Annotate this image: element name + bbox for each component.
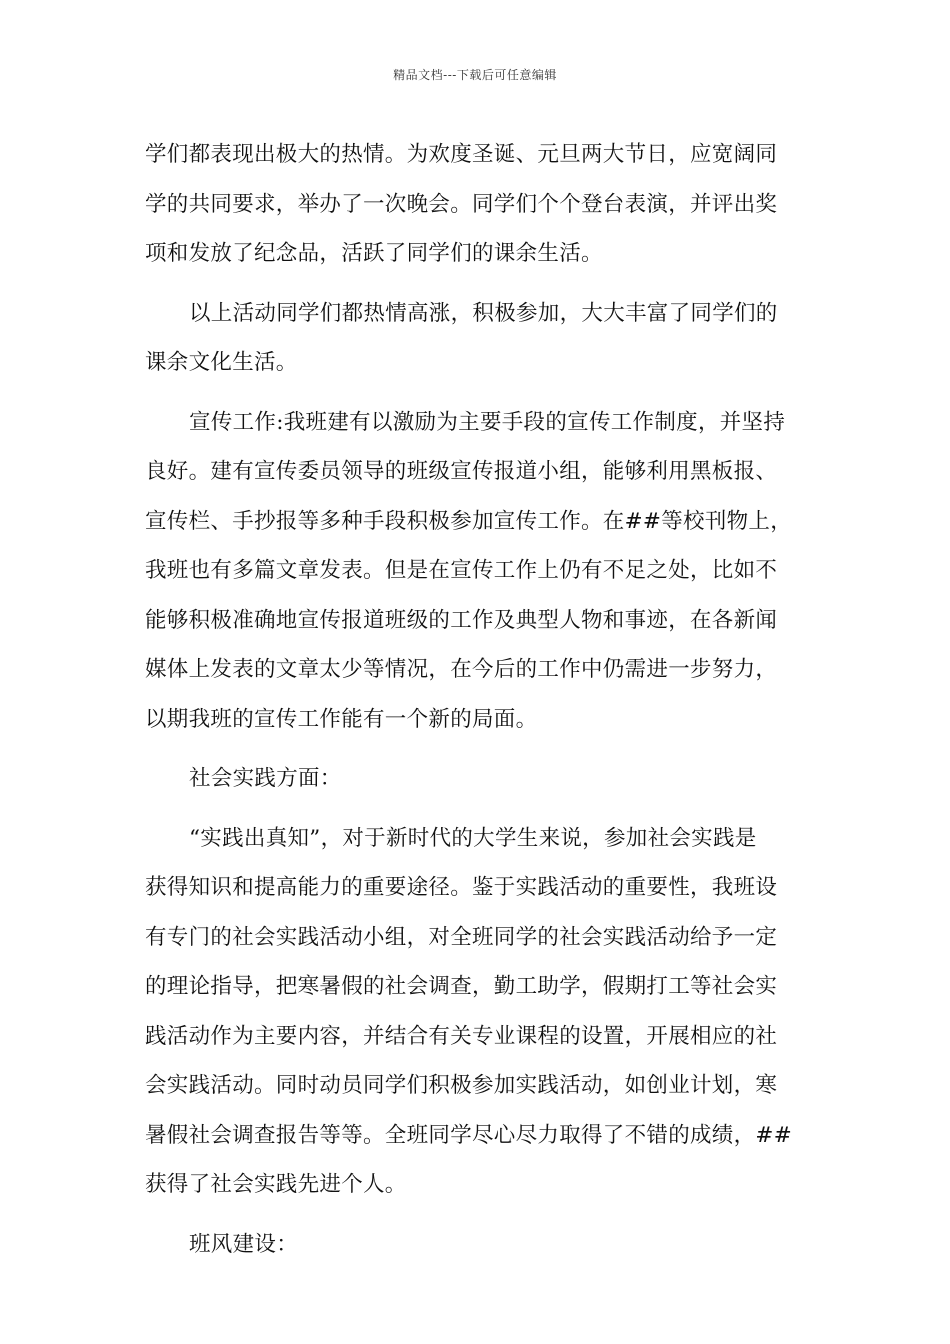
text-line: 能够积极准确地宣传报道班级的工作及典型人物和事迹，在各新闻: [145, 607, 778, 633]
text-line: 有专门的社会实践活动小组，对全班同学的社会实践活动给予一定: [145, 924, 778, 950]
text-line: 以期我班的宣传工作能有一个新的局面。: [145, 706, 538, 732]
paragraph-activities-summary: [145, 289, 810, 388]
paragraph-social-practice: [145, 814, 810, 1210]
text-line: 的理论指导，把寒暑假的社会调查，勤工助学，假期打工等社会实: [145, 974, 778, 999]
text-line: 学的共同要求，举办了一次晚会。同学们个个登台表演，并评出奖: [145, 191, 778, 217]
section-heading-social-practice: [145, 754, 810, 804]
text-line: 会实践活动。同时动员同学们积极参加实践活动，如创业计划，寒: [145, 1073, 778, 1098]
text-line: 媒体上发表的文章太少等情况，在今后的工作中仍需进一步努力，: [145, 657, 778, 682]
text-line: 暑假社会调查报告等等。全班同学尽心尽力取得了不错的成绩，##: [145, 1122, 793, 1148]
text-line: 课余文化生活。: [145, 350, 298, 375]
text-line: 良好。建有宣传委员领导的班级宣传报道小组，能够利用黑板报、: [145, 459, 778, 484]
text-line: 学们都表现出极大的热情。为欢度圣诞、元旦两大节日，应宽阔同: [145, 142, 778, 167]
text-line: 践活动作为主要内容，并结合有关专业课程的设置，开展相应的社: [145, 1023, 778, 1049]
document-body: [145, 130, 810, 1269]
text-line: 项和发放了纪念品，活跃了同学们的课余生活。: [145, 241, 603, 266]
paragraph-continuation: [145, 130, 810, 279]
page-header: 精品文档---下载后可任意编辑: [393, 68, 557, 82]
text-line: 宣传栏、手抄报等多种手段积极参加宣传工作。在##等校刊物上，: [145, 508, 793, 534]
text-line: 我班也有多篇文章发表。但是在宣传工作上仍有不足之处，比如不: [145, 558, 778, 583]
text-line: 获得了社会实践先进个人。: [145, 1172, 407, 1197]
text-line: 获得知识和提高能力的重要途径。鉴于实践活动的重要性，我班设: [145, 875, 778, 900]
text-line: 以上活动同学们都热情高涨，积极参加，大大丰富了同学们的: [189, 300, 778, 326]
paragraph-publicity-work: [145, 398, 810, 745]
text-line: “实践出真知”，对于新时代的大学生来说，参加社会实践是: [189, 825, 757, 851]
text-line: 班风建设：: [189, 1231, 299, 1257]
section-heading-class-style: [145, 1220, 810, 1270]
text-line: 宣传工作:我班建有以激励为主要手段的宣传工作制度，并坚持: [189, 409, 786, 435]
text-line: 社会实践方面：: [189, 766, 342, 791]
